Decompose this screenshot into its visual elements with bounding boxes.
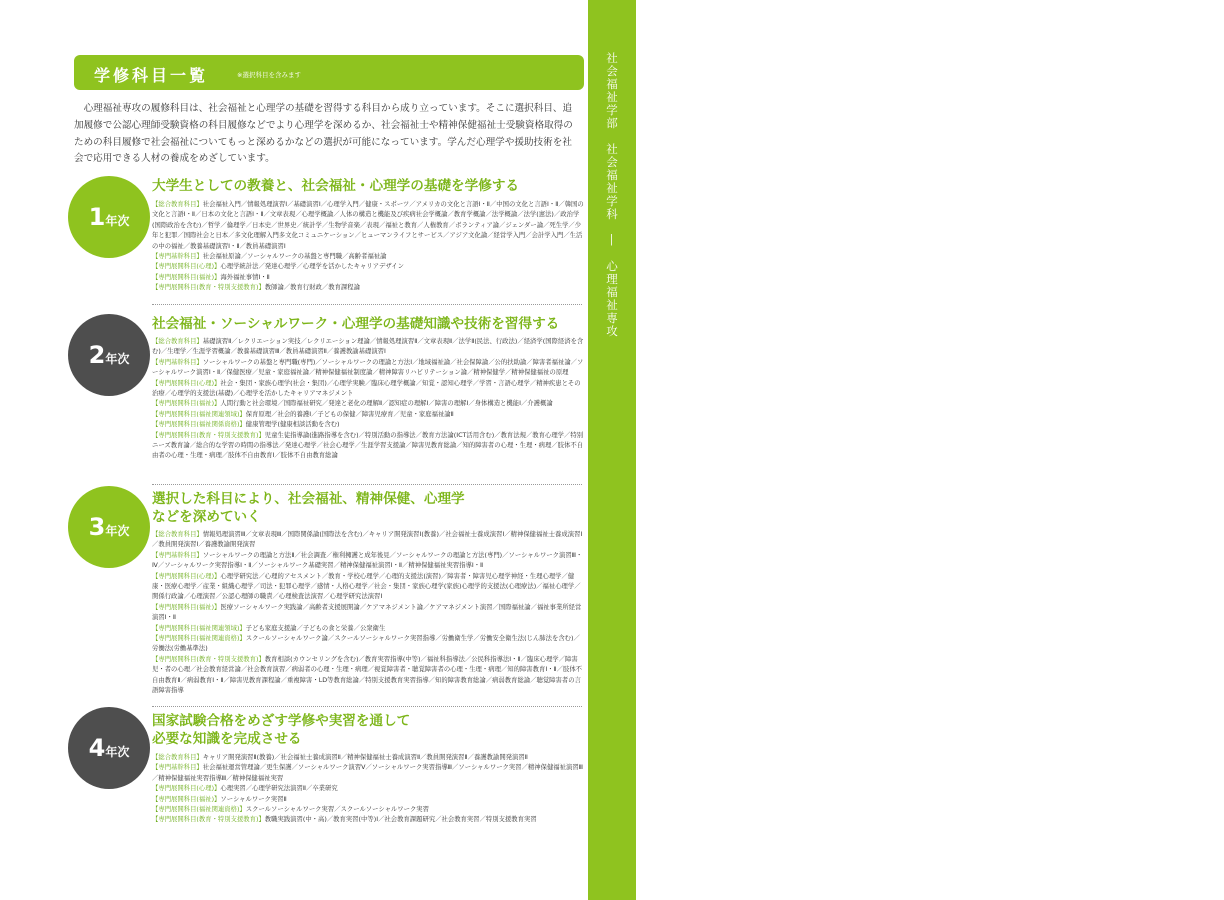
year-4-title-line: 必要な知識を完成させる — [152, 731, 302, 747]
year-3-title-line: 選択した科目により、社会福祉、精神保健、心理学 — [152, 491, 465, 507]
year-4-number: 4 — [88, 734, 106, 762]
course-line — [152, 795, 584, 805]
course-list: スクールソーシャルワーク論／スクールソーシャルワーク実習指導／労働衛生学／労働安全衛生法(じん肺法を含む)／労働法(労働基準法) — [152, 635, 580, 653]
course-line — [152, 572, 584, 603]
course-category: 【専門展開科目(心理)】 — [152, 263, 221, 271]
course-list: 人間行動と社会環境／国際福祉研究／発達と老化の理解Ⅱ／認知症の理解Ⅰ／障害の理解Ⅰ／身体構造と機能Ⅰ／介護概論 — [220, 400, 553, 408]
course-category: 【専門基幹科目】 — [152, 551, 203, 559]
course-list: 海外福祉事情Ⅰ・Ⅱ — [220, 273, 270, 281]
course-line — [152, 252, 584, 262]
year-3-courses — [152, 530, 584, 697]
course-line — [152, 655, 584, 697]
course-category: 【専門展開科目(福祉関係資格)】 — [152, 421, 246, 429]
course-list: 心理学統計法／発達心理学／心理学を活かしたキャリアデザイン — [220, 263, 404, 271]
year-1-number: 1 — [88, 203, 106, 231]
year-4-courses — [152, 753, 584, 826]
course-line — [152, 530, 584, 551]
course-line — [152, 634, 584, 655]
course-category: 【専門展開科目(教育・特別支援教育)】 — [152, 284, 265, 292]
year-1-courses — [152, 200, 584, 294]
page-number: 19 — [1194, 876, 1206, 886]
course-list: 社会福祉運営管理論／更生保護／ソーシャルワーク演習Ⅴ／ソーシャルワーク実習指導Ⅲ／ソーシャルワーク実習／精神保健福祉演習Ⅲ／精神保健福祉実習指導Ⅲ／精神保健福祉実習 — [152, 764, 584, 782]
course-line — [152, 431, 584, 462]
section-divider — [152, 484, 582, 485]
sidebar — [588, 0, 1206, 900]
course-line — [152, 410, 584, 420]
course-category: 【総合教育科目】 — [152, 201, 203, 208]
course-list: ソーシャルワークの理論と方法Ⅱ／社会調査／権利擁護と成年後見／ソーシャルワークの理論と方法(専門)／ソーシャルワーク演習Ⅲ・Ⅳ／ソーシャルワーク実習指導Ⅰ・Ⅱ／ソーシャルワーク基礎実習／精神保健福祉演習Ⅰ・Ⅱ／精神保健福祉実習指導Ⅰ・Ⅱ — [152, 551, 583, 570]
year-4-title — [152, 712, 582, 748]
course-category: 【専門展開科目(福祉)】 — [152, 273, 221, 281]
course-list: 子ども家庭支援論／子どもの食と栄養／公衆衛生 — [245, 624, 386, 632]
course-list: 社会・集団・家族心理学(社会・集団)／心理学実験／臨床心理学概論／知覚・認知心理学／学習・言語心理学／精神疾患とその治療／心理学的支援法(基礎)／心理学を活かしたキャリアマネジメント — [152, 379, 581, 398]
year-3-suffix: 年次 — [105, 524, 130, 538]
course-list: 保育原理／社会的養護Ⅰ／子どもの保健／障害児療育／児童・家庭福祉論Ⅱ — [245, 410, 454, 418]
course-category: 【専門基幹科目】 — [152, 764, 203, 772]
course-category: 【専門展開科目(福祉関連領域)】 — [152, 410, 246, 418]
year-1-title — [152, 177, 582, 195]
course-category: 【専門基幹科目】 — [152, 253, 203, 261]
course-line — [152, 358, 584, 379]
section-divider — [152, 304, 582, 305]
course-category: 【専門展開科目(心理)】 — [152, 785, 221, 793]
year-4-suffix: 年次 — [105, 745, 130, 759]
course-list: 情報処理演習Ⅲ／文章表現Ⅲ／国際関係論(国際法を含む)／キャリア開発演習Ⅰ(教養)／社会福祉士養成演習Ⅰ／精神保健福祉士養成演習Ⅰ／教員開発演習Ⅰ／養護教諭開発演習 — [152, 531, 583, 549]
course-line — [152, 337, 584, 358]
course-line — [152, 815, 584, 825]
year-4-title-line: 国家試験合格をめざす学修や実習を通して — [152, 713, 411, 729]
course-line — [152, 262, 584, 272]
course-category: 【総合教育科目】 — [152, 338, 203, 345]
course-list: 教育相談(カウンセリングを含む)／教育実習指導(中等)／福祉科指導法／公民科指導法Ⅰ・Ⅱ／臨床心理学／障害児・者の心理／社会教育経営論／社会教育演習／病弱者の心理・生理・病理／視覚障害者・聴覚障害者の心理・生理・病理／知的障害教育Ⅰ・Ⅱ／肢体不自由教育Ⅱ／病弱教育Ⅰ・Ⅱ／障害児教育課程論／重複障害・LD等教育総論／特別支援教育実習指導／知的障害教育総論／病弱教育総論／聴覚障害者の言語障害指導 — [152, 655, 583, 695]
course-list: 基礎演習Ⅱ／レクリエーション実技／レクリエーション理論／情報処理演習Ⅱ／文章表現Ⅱ／法学Ⅱ(民法、行政法)／経済学(国際経済を含む)／生理学／生涯学習概論／教養基礎演習Ⅲ／教員基礎演習Ⅱ／養護教諭基礎演習Ⅰ — [152, 338, 584, 356]
year-3-title-line: などを深めていく — [152, 509, 261, 525]
year-4-badge — [68, 707, 150, 789]
section-title: 学修科目一覧 — [94, 66, 209, 85]
year-2-title-line: 社会福祉・ソーシャルワーク・心理学の基礎知識や技術を習得する — [152, 316, 560, 332]
course-category: 【総合教育科目】 — [152, 531, 203, 538]
year-1-suffix: 年次 — [105, 214, 130, 228]
course-category: 【専門基幹科目】 — [152, 358, 203, 366]
course-list: 社会福祉原論／ソーシャルワークの基盤と専門職／高齢者福祉論 — [202, 253, 387, 261]
course-category: 【専門展開科目(福祉関連資格)】 — [152, 635, 246, 643]
course-line — [152, 784, 584, 794]
course-category: 【専門展開科目(福祉関連領域)】 — [152, 624, 246, 632]
sidebar-department-label: 社会福祉学部 社会福祉学科 ― 心理福祉専攻 — [605, 52, 619, 338]
course-category: 【専門展開科目(教育・特別支援教育)】 — [152, 655, 265, 663]
section-note: ※選択科目を含みます — [237, 71, 301, 79]
year-3-number: 3 — [88, 513, 106, 541]
course-category: 【専門展開科目(福祉)】 — [152, 795, 221, 803]
course-list: 健康管理学(健康相談活動を含む) — [245, 421, 340, 429]
course-category: 【専門展開科目(福祉)】 — [152, 400, 221, 408]
course-line — [152, 763, 584, 784]
course-line — [152, 273, 584, 283]
year-3-title — [152, 490, 582, 526]
course-list: ソーシャルワーク実習Ⅱ — [220, 795, 287, 803]
year-1-badge — [68, 176, 150, 258]
section-header — [74, 55, 584, 90]
year-2-courses — [152, 337, 584, 462]
course-line — [152, 283, 584, 293]
course-list: ソーシャルワークの基盤と専門職(専門)／ソーシャルワークの理論と方法Ⅰ／地域福祉論／社会保障論／公的扶助論／障害者福祉論／ソーシャルワーク演習Ⅰ・Ⅱ／保健医療／児童・家庭福祉論／精神保健福祉制度論／精神障害リハビリテーション論／精神保健学／精神保健福祉の原理 — [152, 358, 584, 377]
course-line — [152, 200, 584, 252]
course-category: 【専門展開科目(福祉)】 — [152, 603, 221, 611]
course-line — [152, 420, 584, 430]
course-line — [152, 399, 584, 409]
year-2-number: 2 — [88, 341, 106, 369]
course-category: 【総合教育科目】 — [152, 754, 203, 761]
course-category: 【専門展開科目(心理)】 — [152, 379, 221, 387]
course-category: 【専門展開科目(心理)】 — [152, 572, 221, 580]
year-2-badge — [68, 314, 150, 396]
course-category: 【専門展開科目(福祉関連資格)】 — [152, 806, 246, 814]
course-list: 心理学研究法／心理的アセスメント／教育・学校心理学／心理的支援法(演習)／障害者・障害児心理学神経・生理心理学／健康・医療心理学／産業・組織心理学／司法・犯罪心理学／感情・人格心理学／社会・集団・家族心理学(家族)心理学的支援法(心理療法)／福祉心理学／関係行政論／心理演習／公認心理師の職責／心理検査法演習／心理学研究法演習Ⅰ — [152, 572, 581, 601]
course-list: スクールソーシャルワーク実習／スクールソーシャルワーク実習 — [245, 806, 429, 814]
section-divider — [152, 706, 582, 707]
course-line — [152, 624, 584, 634]
course-category: 【専門展開科目(教育・特別支援教育)】 — [152, 431, 265, 439]
course-line — [152, 603, 584, 624]
course-list: 教師論／教育行財政／教育課程論 — [264, 284, 360, 292]
course-list: 心理実習／心理学研究法演習Ⅱ／卒業研究 — [220, 785, 338, 793]
course-list: 教職実践演習(中・高)／教育実習(中等)Ⅰ／社会教育課題研究／社会教育実習／特別支援教育実習 — [264, 816, 537, 824]
year-2-suffix: 年次 — [105, 352, 130, 366]
course-line — [152, 551, 584, 572]
course-category: 【専門展開科目(教育・特別支援教育)】 — [152, 816, 265, 824]
year-3-badge — [68, 486, 150, 568]
course-list: 社会福祉入門／情報処理演習Ⅰ／基礎演習Ⅰ／心理学入門／健康・スポーツ／アメリカの文化と言語Ⅰ・Ⅱ／中国の文化と言語Ⅰ・Ⅱ／韓国の文化と言語Ⅰ・Ⅱ／日本の文化と言語Ⅰ・Ⅱ／文章表現／心理学概論／人体の構造と機能及び疾病社会学概論／教育学概論／法学概論／法学(憲法)／政治学(国際政治を含む)／哲学／倫理学／日本史／世界史／統計学／生物学音楽／表現／福祉と教育／人権教育／ボランティア論／ジェンダー論／死生学／少年と犯罪／国際社会と日本／多文化理解入門多文化コミュニケーション／ヒューマンライフとサービス／アジア文化論／経営学入門／会計学入門／生活の中の福祉／教養基礎演習Ⅰ・Ⅱ／教員基礎演習Ⅰ — [152, 201, 584, 250]
course-line — [152, 753, 584, 763]
course-list: 児童生徒指導論(進路指導を含む)／特別活動の指導法／教育方法論(ICT活用含む)／教育法規／教育心理学／特別ニーズ教育論／総合的な学習の時間の指導法／発達心理学／社会心理学／生涯学習支援論／障害児教育総論／知的障害者の心理・生理・病理／肢体不自由者の心理・生理・病理／肢体不自由教育Ⅰ／肢体不自由教育総論 — [152, 431, 584, 460]
course-list: キャリア開発演習Ⅱ(教養)／社会福祉士養成演習Ⅱ／精神保健福祉士養成演習Ⅱ／教員開発演習Ⅱ／養護教諭開発演習Ⅱ — [202, 754, 528, 761]
year-2-title — [152, 315, 582, 333]
course-line — [152, 379, 584, 400]
course-list: 医療ソーシャルワーク実践論／高齢者支援展開論／ケアマネジメント論／ケアマネジメント演習／国際福祉論／福祉事業所経営演習Ⅰ・Ⅱ — [152, 603, 582, 622]
course-line — [152, 805, 584, 815]
intro-paragraph: 心理福祉専攻の履修科目は、社会福祉と心理学の基礎を習得する科目から成り立っています。そこに選択科目、追加履修で公認心理師受験資格の科目履修などでより心理学を深めるか、社会福祉士や精神保健福祉士受験資格取得のための科目履修で社会福祉についてもっと深めるかなどの選択が可能になっています。学んだ心理学や援助技術を社会で応用できる人材の養成をめざしています。 — [74, 103, 573, 165]
year-1-title-line: 大学生としての教養と、社会福祉・心理学の基礎を学修する — [152, 178, 520, 194]
